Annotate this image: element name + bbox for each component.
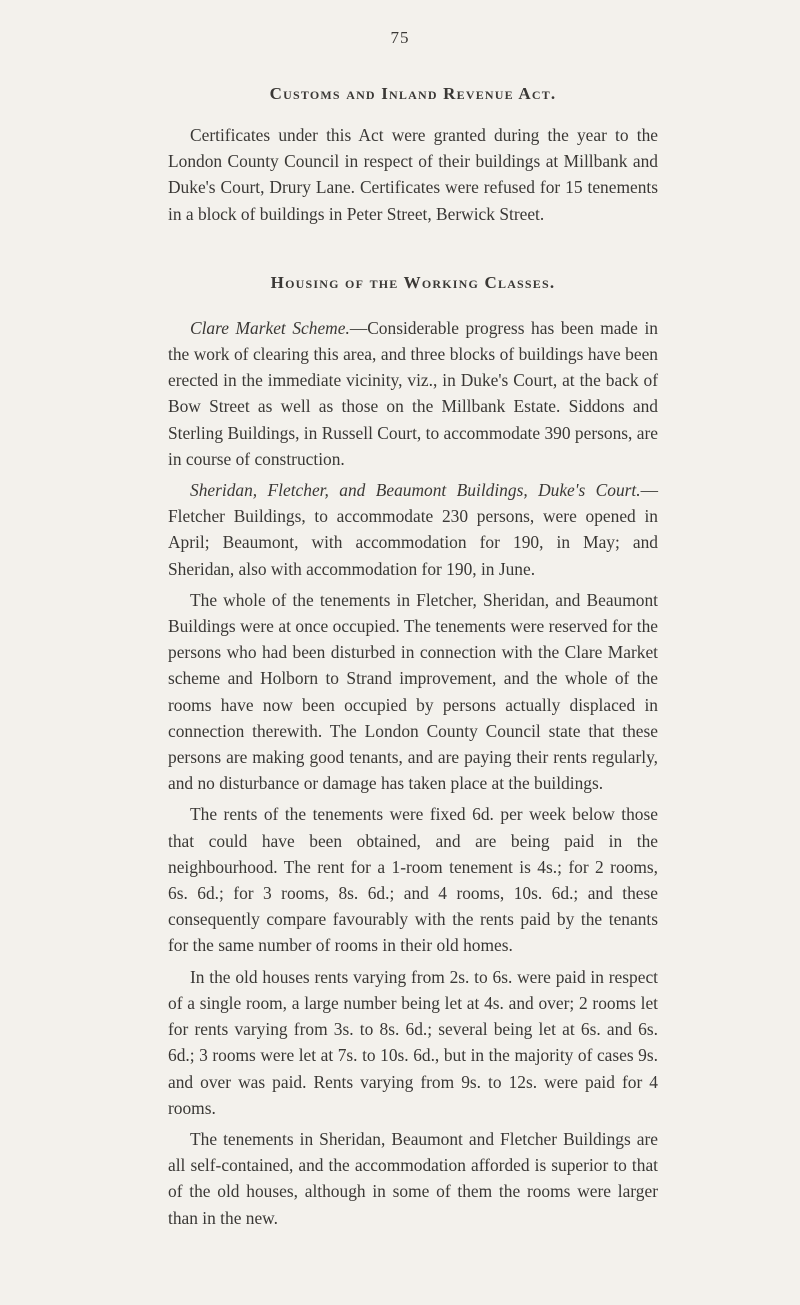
paragraph-text: In the old houses rents varying from 2s. to 6s. were paid in respect of a single room, a large number being let at 4s. and over; 2 rooms let for rents varying from 3s. to 8s. 6d.; several being let at 6s. and 6s. 6d.; 3 rooms were let at 7s. to 10s. 6d., but in the majority of cases 9s. and over was paid. Rents varying from 9s. to 12s. were paid for 4 rooms.	[168, 966, 658, 1118]
paragraph	[168, 964, 658, 1121]
paragraph-text: The whole of the tenements in Fletcher, Sheridan, and Beaumont Buildings were at once occupied. The tenements were reserved for the persons who had been disturbed in connection with the Clare Market scheme and Holborn to Strand improvement, and the whole of the rooms have now been occupied by persons actually displaced in connection therewith. The London County Council state that these persons are making good tenants, and are paying their rents regularly, and no disturbance or damage has taken place at the buildings.	[168, 589, 658, 794]
page-body	[168, 84, 658, 1231]
paragraph-lead: Clare Market Scheme.	[190, 317, 350, 338]
paragraph	[168, 315, 658, 472]
paragraph-text: Certificates under this Act were granted during the year to the London County Council in respect of their buildings at Millbank and Duke's Court, Drury Lane. Certificates were refused for 15 tenements in a block of buildings in Peter Street, Berwick Street.	[168, 125, 658, 224]
section-housing-working-classes	[168, 273, 658, 1231]
paragraph-text: —Fletcher Buildings, to accommodate 230 persons, were opened in April; Beaumont, with accommodation for 190, in May; and Sheridan, also with accommodation for 190, in June.	[168, 480, 658, 579]
paragraph-lead: Sheridan, Fletcher, and Beaumont Buildings, Duke's Court.	[190, 480, 641, 501]
paragraph-text: The rents of the tenements were fixed 6d. per week below those that could have been obtained, and are being paid in the neighbourhood. The rent for a 1-room tenement is 4s.; for 2 rooms, 6s. 6d.; for 3 rooms, 8s. 6d.; and 4 rooms, 10s. 6d.; and these consequently compare favourably with the rents paid by the tenants for the same number of rooms in their old homes.	[168, 804, 658, 956]
paragraph	[168, 122, 658, 227]
paragraph-text: The tenements in Sheridan, Beaumont and Fletcher Buildings are all self-contained, and the accommodation afforded is superior to that of the old houses, although in some of them the rooms were larger than in the new.	[168, 1128, 658, 1228]
section-heading: Customs and Inland Revenue Act.	[269, 84, 557, 103]
paragraph	[168, 801, 658, 958]
section-heading: Housing of the Working Classes.	[270, 272, 556, 292]
paragraph	[168, 587, 658, 797]
paragraph	[168, 1126, 658, 1231]
page-number: 75	[390, 28, 410, 47]
section-customs-act	[168, 84, 658, 227]
paragraph	[168, 477, 658, 582]
paragraph-text: —Considerable progress has been made in the work of clearing this area, and three blocks of buildings have been erected in the immediate vicinity, viz., in Duke's Court, at the back of Bow Street as well as those on the Millbank Estate. Siddons and Sterling Buildings, in Russell Court, to accommodate 390 persons, are in course of construction.	[168, 317, 658, 469]
